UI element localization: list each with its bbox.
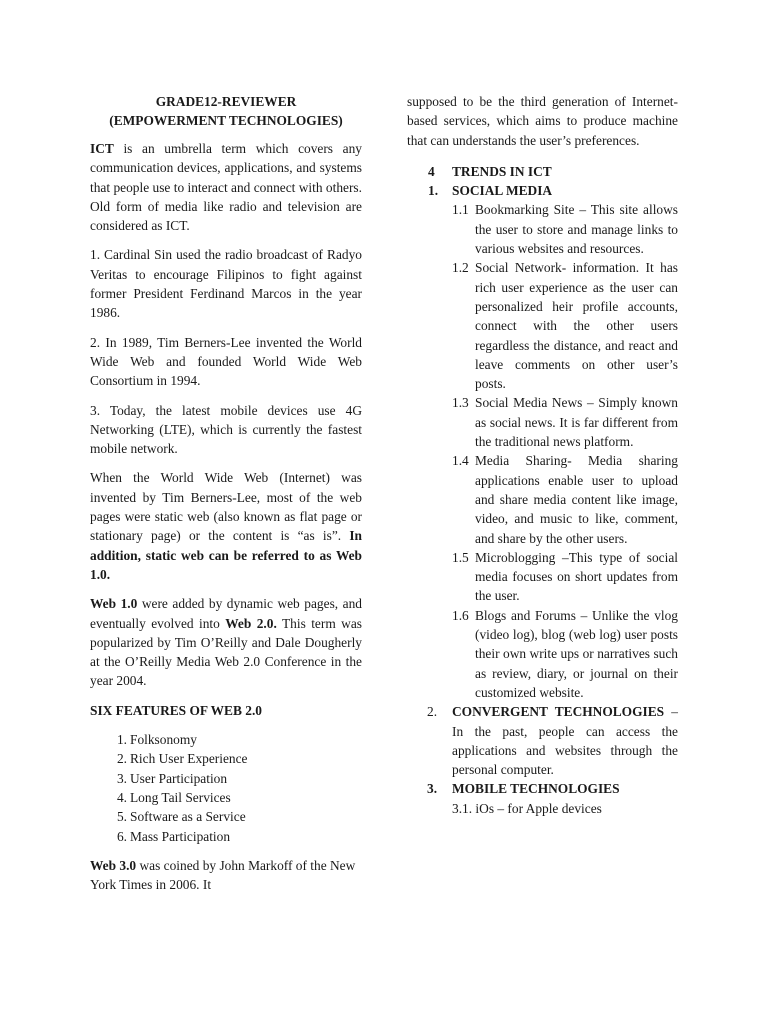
ict-definition-text: is an umbrella term which covers any communication devices, applications, and systems that people use to interact and connect with others. Old form of media like radio and television are considered as ICT. xyxy=(90,141,362,234)
list-item: 1.2 Social Network- information. It has rich user experience as the user can personalized heir profile accounts, connect with the other users regardless the distance, and react and leave comments on other user’s posts. xyxy=(452,260,678,392)
web1-text-a: were added by dynamic web pages, and eventually evolved into xyxy=(90,596,362,631)
fact-3: 3. Today, the latest mobile devices use 4G Networking (LTE), which is currently the fastest mobile network. xyxy=(90,402,362,457)
list-item: 1.6 Blogs and Forums – Unlike the vlog (video log), blog (web log) user posts their own write ups or narratives such as review, diary, or journal on their customized website. xyxy=(452,607,678,700)
features-list xyxy=(90,730,362,846)
list-item: 6. Mass Participation xyxy=(116,828,231,844)
web3-continuation: supposed to be the third generation of Internet-based services, which aims to produce machine that can understands the user’s preferences. xyxy=(407,94,678,148)
title-line-2: (EMPOWERMENT TECHNOLOGIES) xyxy=(109,113,343,128)
ict-term: ICT xyxy=(90,141,114,156)
title-line-1: GRADE12-REVIEWER xyxy=(155,94,297,109)
web3-paragraph xyxy=(90,856,362,895)
document-title xyxy=(90,92,362,130)
web3-text: was coined by John Markoff of the New York Times in 2006. It xyxy=(90,857,356,893)
list-item: 4. Long Tail Services xyxy=(116,789,231,805)
web3-term: Web 3.0 xyxy=(90,857,137,873)
section-mobile-technologies-heading: 3. MOBILE TECHNOLOGIES xyxy=(427,781,620,797)
features-heading: SIX FEATURES OF WEB 2.0 xyxy=(90,702,263,718)
list-item: 3.1. iOs – for Apple devices xyxy=(452,800,602,816)
section-convergent-technologies: 2. CONVERGENT TECHNOLOGIES – In the past, people can access the applications and websites through the personal computer. xyxy=(427,704,678,778)
web1-term: Web 1.0 xyxy=(90,596,138,612)
list-item: 2. Rich User Experience xyxy=(116,751,248,767)
static-web-text: When the World Wide Web (Internet) was invented by Tim Berners-Lee, most of the web pages were static web (also known as flat page or stationary page) or the content is “as is”. xyxy=(90,470,362,544)
static-web-bold: In addition, static web can be referred to as Web 1.0. xyxy=(90,528,362,582)
list-item: 3. User Participation xyxy=(116,770,228,786)
convergent-heading: CONVERGENT TECHNOLOGIES xyxy=(452,704,665,720)
web1-paragraph xyxy=(90,594,362,690)
section-social-media-heading: 1. SOCIAL MEDIA xyxy=(428,183,553,199)
list-item: 5. Software as a Service xyxy=(116,809,246,825)
web2-term: Web 2.0. xyxy=(225,615,277,631)
convergent-text: – In the past, people can access the applications and websites through the personal computer. xyxy=(452,704,678,778)
fact-2: 2. In 1989, Tim Berners-Lee invented the World Wide Web and founded World Wide Web Consortium in 1994. xyxy=(90,334,362,389)
fact-1: 1. Cardinal Sin used the radio broadcast of Radyo Veritas to encourage Filipinos to fight against former President Ferdinand Marcos in the year 1986. xyxy=(90,247,362,321)
web1-text-b: This term was popularized by Tim O’Reilly and Dale Dougherly at the O’Reilly Media Web 2.0 Conference in the year 2004. xyxy=(90,615,362,689)
list-item: 1.3 Social Media News – Simply known as social news. It is far different from the traditional news platform. xyxy=(452,395,678,450)
left-column xyxy=(90,92,362,904)
trends-heading: 4 TRENDS IN ICT xyxy=(428,163,552,179)
list-item: 1. Folksonomy xyxy=(116,732,197,748)
right-column xyxy=(407,92,678,818)
list-item: 1.4 Media Sharing- Media sharing applications enable user to upload and share media content like image, video, and music to like, comment, and share by the other users. xyxy=(452,453,678,546)
list-item: 1.5 Microblogging –This type of social media focuses on short updates from the user. xyxy=(452,549,678,604)
list-item: 1.1 Bookmarking Site – This site allows the user to store and manage links to various websites and resources. xyxy=(452,202,678,257)
ict-definition xyxy=(90,139,362,235)
static-web-paragraph xyxy=(90,468,362,584)
